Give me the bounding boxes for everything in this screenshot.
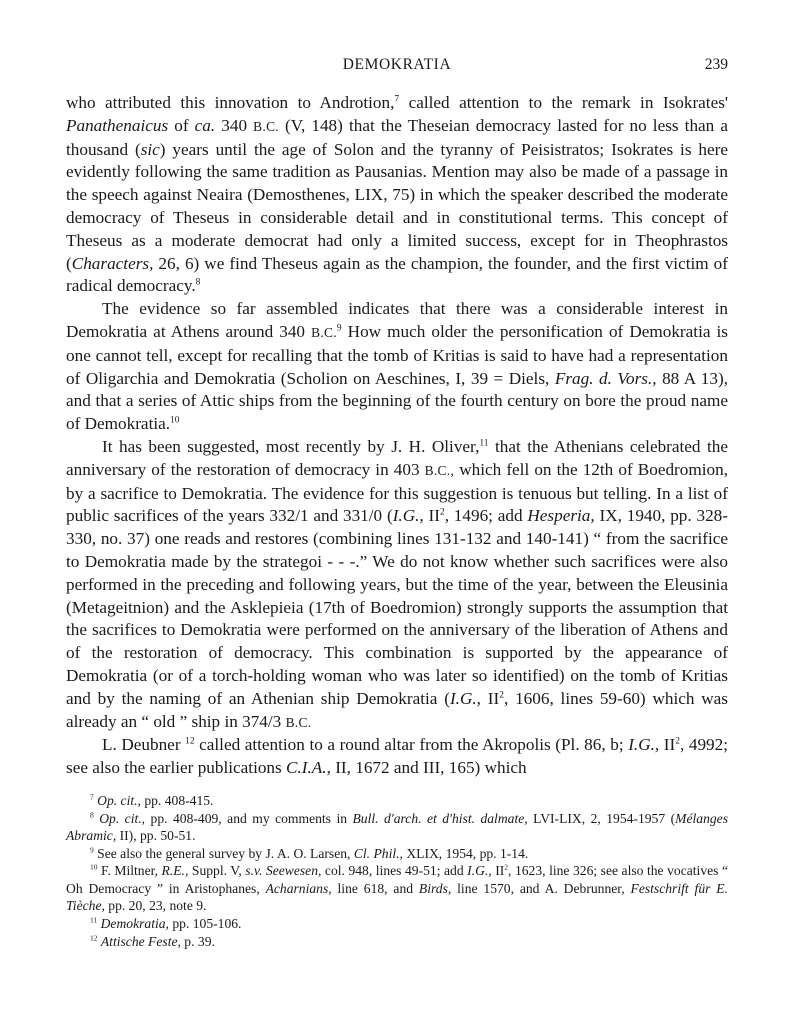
text-run: How much older the personification of Demokratia is one cannot tell, except for recalling that the tomb of Kritias is said to have had a representation of Oligarchia and Demokratia (Scholion on Aeschines, I, 39 = Diels, <box>66 321 728 388</box>
running-header <box>66 56 728 78</box>
small-caps-text: B.C. <box>285 714 312 730</box>
text-run: II <box>423 506 440 526</box>
text-run: (V, 148) that the Theseian democracy lasted for no less than a thousand ( <box>66 115 728 159</box>
text-run: II <box>480 688 500 708</box>
footnote-marker: 2 <box>675 736 680 747</box>
text-run: 26, 6) we find Theseus again as the champion, the founder, and the first victim of radical democracy. <box>66 253 728 296</box>
footnote-marker: 2 <box>504 862 509 872</box>
page-number: 239 <box>704 56 728 73</box>
italic-text: sic <box>140 139 160 159</box>
footnote <box>66 862 728 915</box>
paragraph <box>66 436 728 734</box>
italic-text: Op. cit., <box>97 792 141 808</box>
small-caps-text: B.C., <box>424 462 455 478</box>
text-run: , 4992; see also the earlier publications <box>66 735 729 778</box>
text-run: pp. 105-106. <box>168 916 242 932</box>
text-run: II <box>491 863 505 879</box>
italic-text: Mélanges Abramic, <box>66 810 728 844</box>
text-run: p. 39. <box>180 933 215 949</box>
text-run: pp. 20, 23, note 9. <box>104 898 207 914</box>
text-run: that the Athenians celebrated the anniversary of the restoration of democracy in 403 <box>66 436 728 479</box>
text-run: XLIX, 1954, pp. 1-14. <box>402 845 529 861</box>
footnote-marker: 8 <box>195 277 201 288</box>
italic-text: Panathenaicus <box>66 115 169 135</box>
footnote <box>66 915 728 933</box>
text-run: which fell on the 12th of Boedromion, by a sacrifice to Demokratia. The evidence for this suggestion is tenuous but telling. In a list of public sacrifices of the years 332/1 and 331/0 ( <box>66 459 729 526</box>
text-run: pp. 408-415. <box>140 792 214 808</box>
page <box>66 56 728 950</box>
paragraph <box>66 92 728 298</box>
footnote-marker: 11 <box>90 915 98 925</box>
footnote-marker: 8 <box>90 809 94 819</box>
footnote-marker: 11 <box>479 438 489 449</box>
text-run: The evidence so far assembled indicates that there was a considerable interest in Demokratia at Athens around 340 <box>66 299 728 341</box>
footnote-marker: 2 <box>499 689 504 700</box>
text-run: II), pp. 50-51. <box>116 828 196 844</box>
italic-text: R.E., <box>161 863 189 879</box>
italic-text: C.I.A., <box>286 758 331 778</box>
italic-text: Birds, <box>418 880 452 896</box>
footnote-marker: 12 <box>90 933 98 943</box>
text-run: called attention to the remark in Isokrates' <box>399 93 728 112</box>
text-run: who attributed this innovation to Androtion, <box>66 93 395 112</box>
italic-text: Hesperia, <box>527 506 595 526</box>
text-run: II, 1672 and III, 165) which <box>330 758 527 778</box>
text-run: , 1606, lines 59-60) which was already an “ old ” ship in 374/3 <box>66 688 728 731</box>
footnote-marker: 2 <box>439 507 445 518</box>
text-run: col. 948, lines 49-51; add <box>321 863 468 879</box>
italic-text: Cl. Phil., <box>353 845 403 861</box>
footnote-marker: 9 <box>336 323 342 334</box>
italic-text: Frag. d. Vors., <box>554 368 657 388</box>
italic-text: Characters, <box>71 253 154 273</box>
text-run: L. Deubner <box>102 735 186 755</box>
body-text <box>66 92 728 780</box>
footnote-marker: 10 <box>90 862 98 872</box>
running-title: DEMOKRATIA <box>342 56 452 73</box>
italic-text: Festschrift für E. Tièche, <box>66 880 728 914</box>
text-run: , 1623, line 326; see also the vocatives “ Oh Democracy ” in Aristophanes, <box>66 863 728 896</box>
italic-text: I.G., <box>392 506 424 526</box>
text-run: called attention to a round altar from the Akropolis (Pl. 86, b; <box>194 735 629 755</box>
text-run: pp. 408-409, and my comments in <box>145 810 353 826</box>
footnote <box>66 933 728 951</box>
italic-text: I.G., <box>467 863 492 879</box>
italic-text: ca. <box>194 115 216 135</box>
text-run: 88 A 13), and that a series of Attic ships from the beginning of the fourth century on bore the proud name of Demokratia. <box>66 368 728 434</box>
text-run: F. Miltner, <box>97 863 162 879</box>
text-run: II <box>659 735 676 755</box>
text-run: IX, 1940, pp. 328-330, no. 37) one reads and restores (combining lines 131-132 and 140-141) “ from the sacrifice to Demokratia made by the strategoi - - -.” We do not know whether such sacrifices were also performed in the preceding and following years, but the time of the year, between the Eleusinia (Metageitnion) and the Asklepieia (17th of Boedromion) strongly supports the assumption that the sacrifices to Demokratia were performed on the anniversary of the liberation of Athens and of the restoration of democracy. This combination is supported by the appearance of Demokratia (or of a torch-holding woman who was later so identified) on the tomb of Kritias and by the naming of an Athenian ship Demokratia ( <box>66 506 728 708</box>
text-run: 340 <box>215 115 254 135</box>
paragraph <box>66 298 728 436</box>
italic-text: Acharnians, <box>265 880 332 896</box>
italic-text: s.v. Seewesen, <box>245 863 322 879</box>
footnote <box>66 810 728 845</box>
paragraph <box>66 734 728 780</box>
italic-text: Attische Feste, <box>100 933 181 949</box>
text-run: LVI-LIX, 2, 1954-1957 ( <box>527 810 676 826</box>
text-run: See also the general survey by J. A. O. Larsen, <box>93 845 354 861</box>
footnote-marker: 7 <box>90 792 94 802</box>
footnotes <box>66 792 728 950</box>
footnote-marker: 10 <box>170 415 180 426</box>
text-run: of <box>168 115 195 135</box>
footnote <box>66 792 728 810</box>
text-run: It has been suggested, most recently by J. H. Oliver, <box>102 436 480 456</box>
small-caps-text: B.C. <box>311 324 337 340</box>
footnote <box>66 845 728 863</box>
text-run: ) years until the age of Solon and the tyranny of Peisistratos; Isokrates is here evidently following the same tradition as Pausanias. Mention may also be made of a passage in the speech against Neaira (Demosthenes, LIX, 75) in which the speaker described the moderate democracy of Theseus in considerable detail and in constitutional terms. This concept of Theseus as a moderate democrat had only a limited success, except for in Theophrastos ( <box>66 139 728 273</box>
small-caps-text: B.C. <box>253 118 279 134</box>
italic-text: I.G., <box>449 688 481 708</box>
footnote-marker: 9 <box>90 845 94 855</box>
footnote-marker: 7 <box>394 94 400 105</box>
text-run: line 618, and <box>331 880 419 896</box>
text-run: , 1496; add <box>444 506 528 526</box>
text-run: Suppl. V, <box>188 863 246 879</box>
text-run: line 1570, and A. Debrunner, <box>451 880 631 896</box>
italic-text: Bull. d'arch. et d'hist. dalmate, <box>352 810 528 826</box>
footnote-marker: 12 <box>185 736 195 747</box>
italic-text: Demokratia, <box>100 916 169 932</box>
italic-text: I.G., <box>628 735 660 755</box>
italic-text: Op. cit., <box>99 810 146 826</box>
